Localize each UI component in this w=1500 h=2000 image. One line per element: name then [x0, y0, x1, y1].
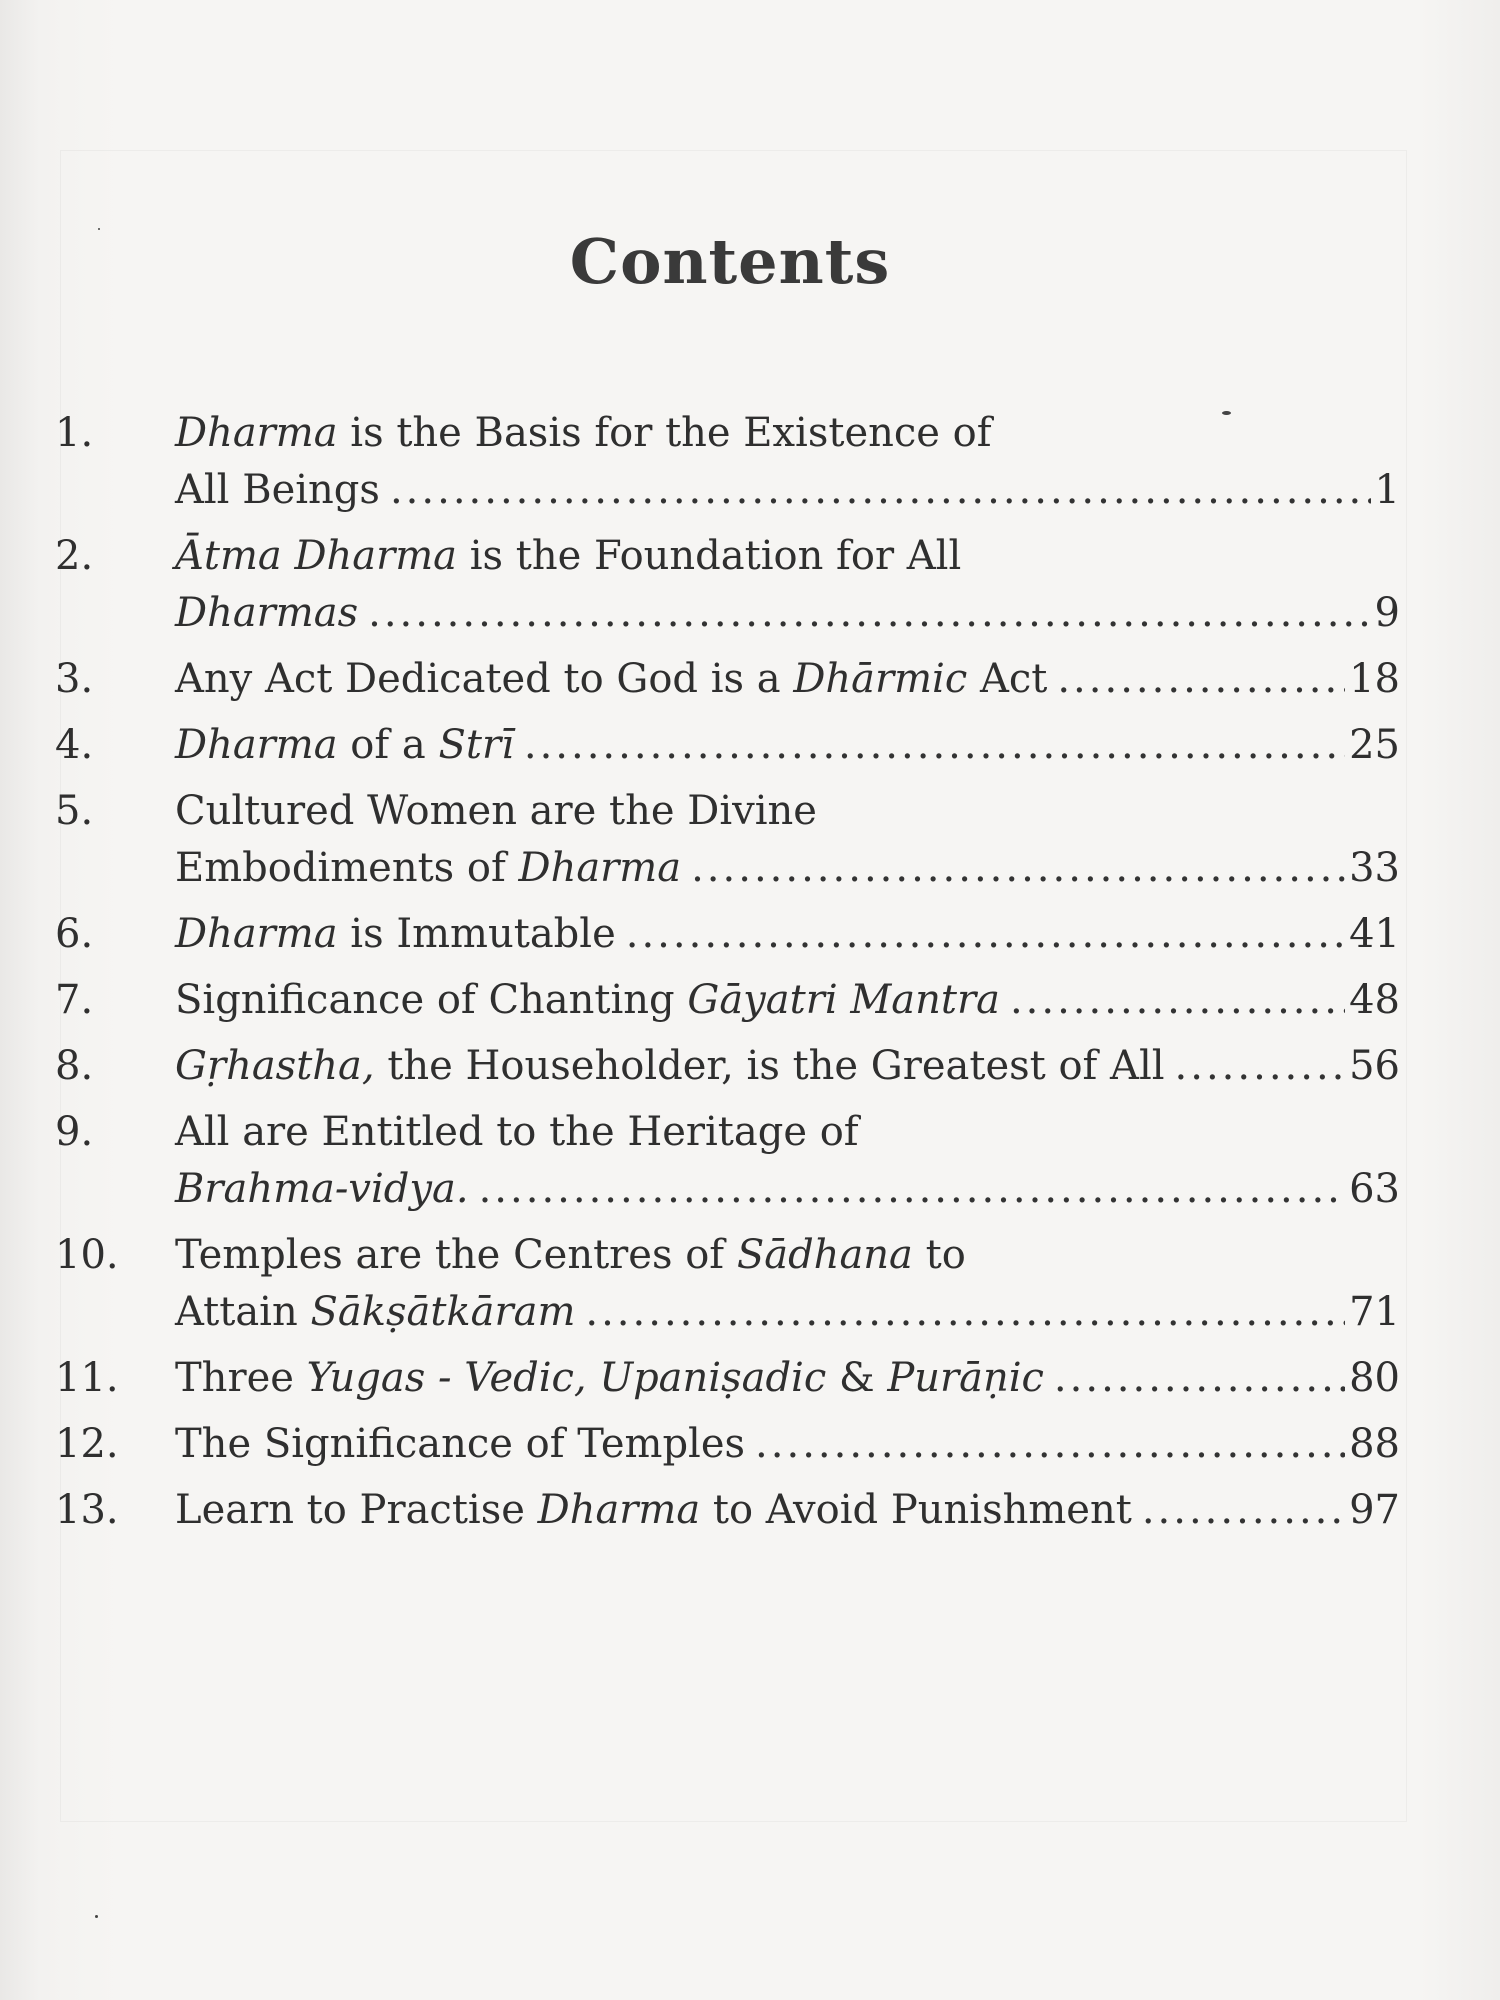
entry-title-text — [175, 840, 681, 897]
entry-text-segment: Sādhana — [736, 1232, 913, 1278]
toc-entry[interactable] — [55, 651, 1400, 708]
entry-title-line — [175, 1104, 1400, 1161]
entry-text-segment: Learn to Practise — [175, 1487, 538, 1533]
entry-text-segment: Gṛhastha, — [175, 1043, 375, 1089]
entry-title-text — [175, 462, 380, 519]
entry-text-segment: Temples are the Centres of — [175, 1232, 737, 1278]
entry-text-segment: The Significance of Temples — [175, 1421, 746, 1467]
dot-leader — [691, 840, 1345, 897]
entry-title — [175, 528, 1400, 642]
entry-title-text — [175, 1416, 745, 1473]
page-number: 9 — [1374, 590, 1400, 636]
entry-text-segment: the Householder, is the Greatest of All — [374, 1043, 1165, 1089]
entry-text-segment: Purāṇic — [887, 1355, 1044, 1401]
entry-title-line — [175, 1350, 1400, 1407]
entry-title-line — [175, 651, 1400, 708]
entry-title-line — [175, 405, 1400, 462]
entry-title — [175, 405, 1400, 519]
dot-leader — [479, 1161, 1346, 1218]
entry-text-segment: Gāyatri Mantra — [687, 977, 1000, 1023]
toc-entry[interactable] — [55, 405, 1400, 519]
entry-title-text — [175, 651, 1047, 708]
entry-title-text — [175, 906, 616, 963]
page-number: 18 — [1349, 656, 1400, 702]
entry-number: 8. — [55, 1043, 94, 1089]
entry-text-segment: is Immutable — [337, 911, 616, 957]
dot-leader — [368, 585, 1370, 642]
entry-title — [175, 1350, 1400, 1407]
page-number: 41 — [1349, 911, 1400, 957]
toc-entry[interactable] — [55, 1350, 1400, 1407]
toc-entry[interactable] — [55, 717, 1400, 774]
entry-title-line — [175, 972, 1400, 1029]
dot-leader — [755, 1416, 1345, 1473]
entry-text-segment: Dharmas — [175, 590, 359, 636]
toc-entry[interactable] — [55, 528, 1400, 642]
entry-text-segment: is the Basis for the Existence of — [337, 410, 992, 456]
entry-text-segment: Dharma — [537, 1487, 701, 1533]
entry-text-segment: Dharma — [175, 722, 338, 768]
entry-title-text — [175, 1038, 1165, 1095]
entry-number: 9. — [55, 1109, 94, 1155]
ink-speck — [1222, 411, 1231, 415]
entry-title — [175, 1482, 1400, 1539]
entry-title-line — [175, 1227, 1400, 1284]
entry-text-segment: Embodiments of — [175, 845, 519, 891]
entry-title — [175, 651, 1400, 708]
dot-leader — [1175, 1038, 1346, 1095]
toc-entry[interactable] — [55, 1227, 1400, 1341]
entry-text-segment: & — [826, 1355, 888, 1401]
entry-title — [175, 1416, 1400, 1473]
table-of-contents — [55, 405, 1400, 1548]
entry-text-segment: Any Act Dedicated to God is a — [175, 656, 794, 702]
entry-number: 2. — [55, 533, 94, 579]
toc-entry[interactable] — [55, 1482, 1400, 1539]
entry-title — [175, 783, 1400, 897]
page-number: 56 — [1349, 1043, 1400, 1089]
page-number: 25 — [1349, 722, 1400, 768]
entry-title — [175, 972, 1400, 1029]
entry-number: 12. — [55, 1421, 119, 1467]
page-number: 80 — [1349, 1355, 1400, 1401]
toc-entry[interactable] — [55, 1104, 1400, 1218]
entry-text-segment: Dharma — [175, 410, 338, 456]
toc-entry[interactable] — [55, 1038, 1400, 1095]
page-number: 1 — [1374, 467, 1400, 513]
entry-text-segment: Cultured Women are the Divine — [175, 788, 817, 834]
page-number: 48 — [1349, 977, 1400, 1023]
entry-text-segment: to Avoid Punishment — [700, 1487, 1132, 1533]
entry-number: 4. — [55, 722, 94, 768]
entry-number: 3. — [55, 656, 94, 702]
dot-leader — [1010, 972, 1345, 1029]
dot-leader — [390, 462, 1371, 519]
entry-text-segment: is the Foundation for All — [457, 533, 962, 579]
entry-title-text — [175, 1161, 469, 1218]
entry-title-text — [175, 1350, 1044, 1407]
dot-leader — [524, 717, 1345, 774]
entry-title-text — [175, 1284, 575, 1341]
page-number: 71 — [1349, 1289, 1400, 1335]
toc-entry[interactable] — [55, 972, 1400, 1029]
entry-text-segment: Strī — [438, 722, 514, 768]
entry-text-segment: Dharma — [518, 845, 682, 891]
toc-entry[interactable] — [55, 1416, 1400, 1473]
entry-title-text — [175, 1482, 1132, 1539]
entry-text-segment: Significance of Chanting — [175, 977, 688, 1023]
entry-title-text — [175, 972, 1000, 1029]
page-number: 97 — [1349, 1487, 1400, 1533]
entry-text-segment: Sākṣātkāram — [310, 1289, 576, 1335]
entry-text-segment: Brahma-vidya. — [175, 1166, 469, 1212]
entry-number: 7. — [55, 977, 94, 1023]
entry-number: 1. — [55, 410, 94, 456]
ink-speck — [98, 228, 100, 230]
entry-title — [175, 1038, 1400, 1095]
page-number: 88 — [1349, 1421, 1400, 1467]
entry-title — [175, 1227, 1400, 1341]
dot-leader — [1057, 651, 1345, 708]
entry-title-line — [175, 717, 1400, 774]
ink-speck — [95, 1915, 98, 1918]
dot-leader — [1054, 1350, 1345, 1407]
entry-number: 10. — [55, 1232, 119, 1278]
entry-text-segment: Act — [967, 656, 1048, 702]
entry-title-line — [175, 462, 1400, 519]
entry-text-segment: Dharma — [175, 911, 338, 957]
entry-text-segment: Yugas - Vedic, Upaniṣadic — [306, 1355, 827, 1401]
entry-title — [175, 906, 1400, 963]
entry-title-text — [175, 717, 514, 774]
entry-text-segment: Ātma Dharma — [175, 533, 458, 579]
dot-leader — [626, 906, 1345, 963]
entry-number: 6. — [55, 911, 94, 957]
toc-entry[interactable] — [55, 906, 1400, 963]
entry-title — [175, 717, 1400, 774]
entry-title-line — [175, 1284, 1400, 1341]
entry-text-segment: to — [912, 1232, 966, 1278]
entry-title-line — [175, 1482, 1400, 1539]
entry-number: 11. — [55, 1355, 119, 1401]
page-number: 63 — [1349, 1166, 1400, 1212]
entry-text-segment: Attain — [175, 1289, 311, 1335]
entry-title-text — [175, 585, 358, 642]
page-title: Contents — [569, 225, 891, 298]
entry-text-segment: All are Entitled to the Heritage of — [175, 1109, 859, 1155]
entry-text-segment: All Beings — [175, 467, 380, 513]
entry-title-line — [175, 840, 1400, 897]
page-number: 33 — [1349, 845, 1400, 891]
entry-number: 5. — [55, 788, 94, 834]
entry-title-line — [175, 528, 1400, 585]
entry-title-line — [175, 906, 1400, 963]
entry-title-line — [175, 783, 1400, 840]
entry-title-line — [175, 1416, 1400, 1473]
dot-leader — [585, 1284, 1345, 1341]
entry-number: 13. — [55, 1487, 119, 1533]
entry-title-line — [175, 585, 1400, 642]
entry-title-line — [175, 1038, 1400, 1095]
entry-text-segment: of a — [337, 722, 439, 768]
entry-text-segment: Three — [175, 1355, 307, 1401]
entry-text-segment: Dhārmic — [793, 656, 968, 702]
toc-entry[interactable] — [55, 783, 1400, 897]
entry-title-line — [175, 1161, 1400, 1218]
dot-leader — [1142, 1482, 1345, 1539]
entry-title — [175, 1104, 1400, 1218]
